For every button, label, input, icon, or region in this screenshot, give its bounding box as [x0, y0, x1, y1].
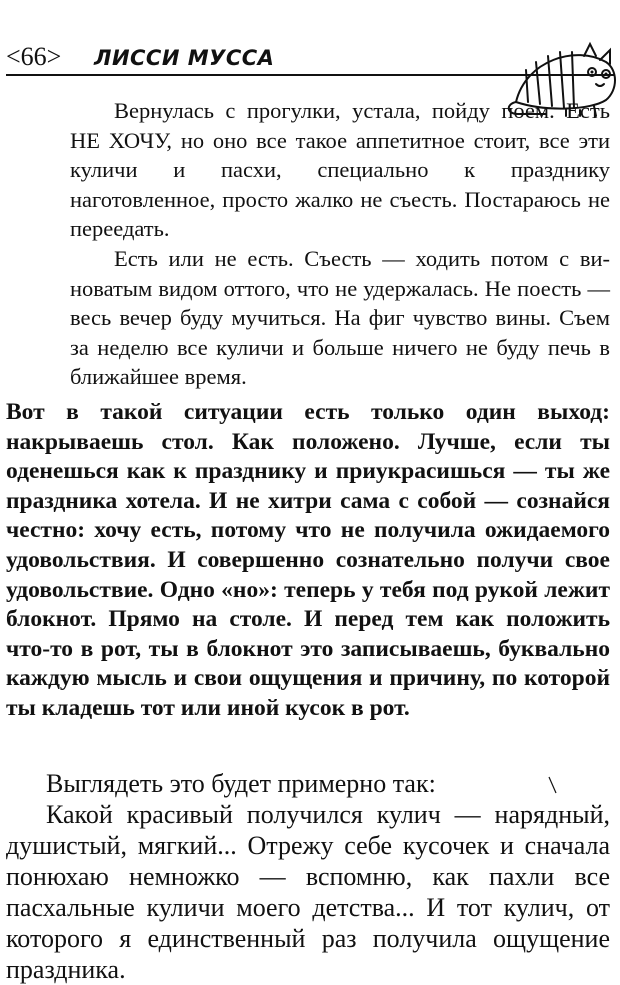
example-paragraph: Какой красивый получился кулич — нарядный, душистый, мягкий... Отрежу себе кусочек и сначала понюхаю немножко — вспомню, как пахли все пасхальные куличи моего детства... И тот кулич, от которого я единственный раз получила ощущение праздника.: [6, 800, 610, 984]
page-number: <66>: [6, 42, 62, 71]
advice-paragraph: Вот в такой ситуации есть только один выход: накрываешь стол. Как положено. Лучше, если ты оденешься как к празднику и приукрасишься — ты же праздника хотела. И не хитри сама с собой — сознайся честно: хочу есть, потому что не получила ожидаемого удовольствия. И совершенно сознательно получи свое удовольствие. Одно «но»: теперь у тебя под рукой лежит блокнот. Прямо на столе. И перед тем как положить что-то в рот, ты в блокнот это записываешь, буквально каждую мысль и свои ощущения и причину, по которой ты кладешь тот или иной кусок в рот.: [6, 399, 610, 721]
advice-block: [6, 398, 610, 724]
diary-excerpt: [70, 96, 610, 392]
diary-paragraph-2: Есть или не есть. Съесть — ходить потом с виноватым видом оттого, что не удержалась. Не поесть — весь вечер буду мучиться. На фиг чувство вины. Съем за неделю все куличи и больше ничего не буду печь в ближайшее время.: [70, 245, 610, 390]
diary-paragraph-1: Вернулась с прогулки, устала, пойду поем. Есть НЕ ХОЧУ, но оно все такое аппетитное стоит, все эти куличи и пасхи, специально к празднику наготовленное, просто жалко не съесть. Постараюсь не переедать.: [70, 98, 610, 242]
running-title: ЛИССИ МУССА: [94, 46, 275, 70]
example-intro: Выглядеть это будет примерно так:: [46, 769, 436, 798]
example-block: [6, 768, 610, 985]
header-divider: [6, 74, 614, 76]
stray-mark: [548, 775, 558, 795]
